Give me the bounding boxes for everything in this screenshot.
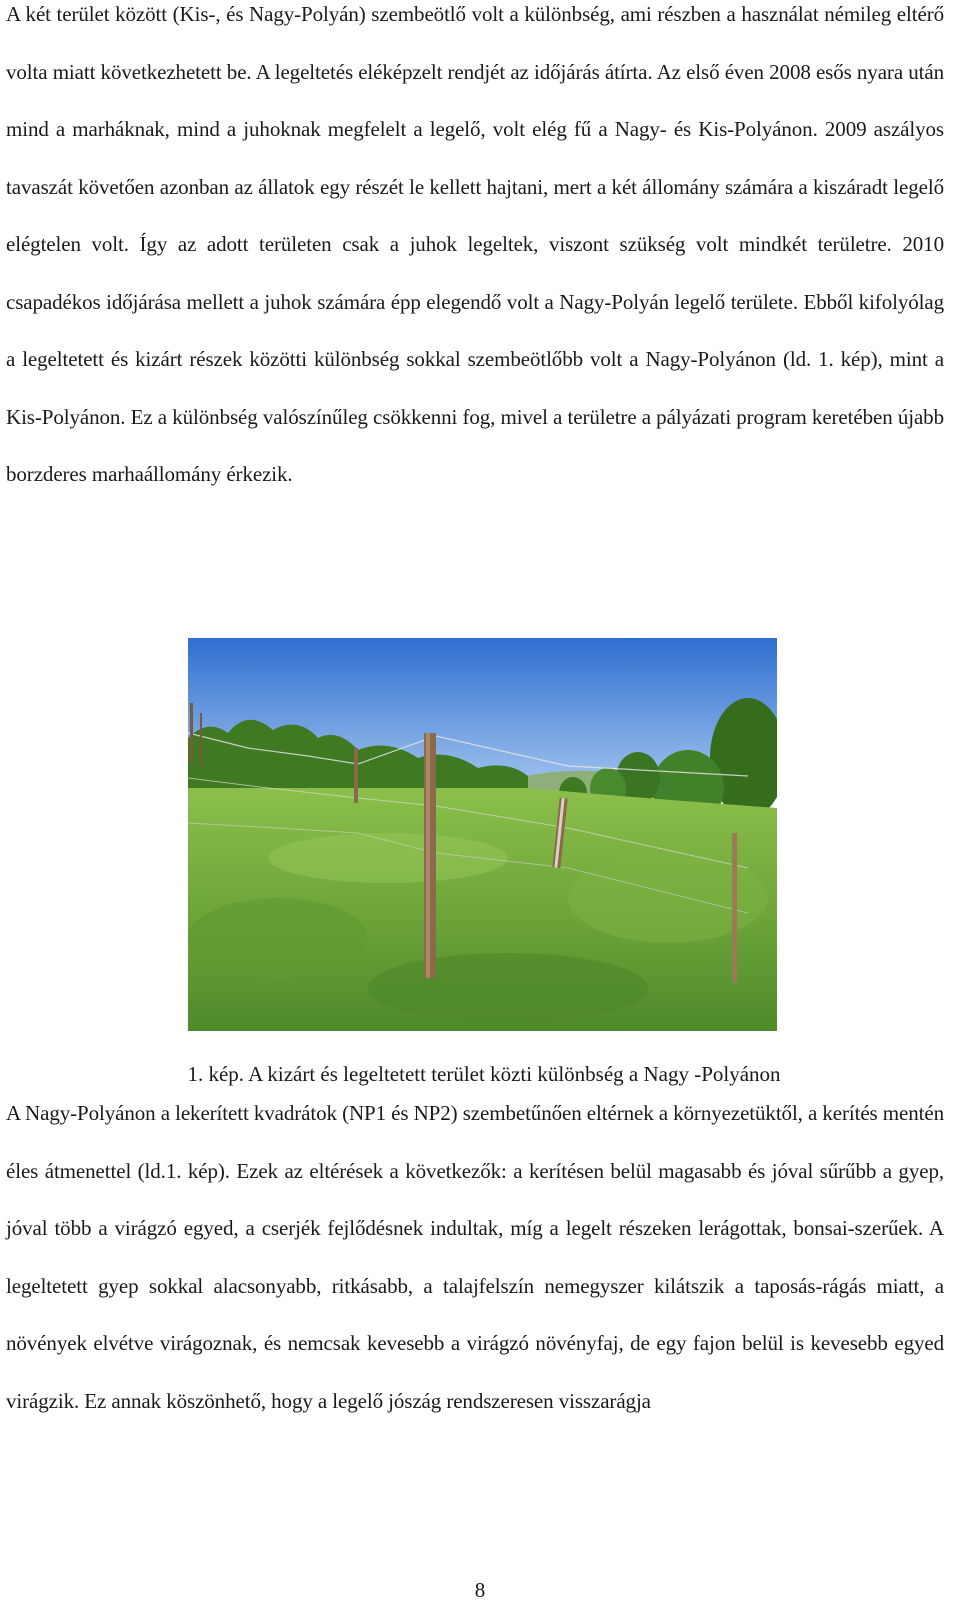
pasture-photo <box>188 638 777 1031</box>
body-paragraph-1: A két terület között (Kis-, és Nagy-Polyán) szembeötlő volt a különbség, ami részben a használat némileg eltérő volta miatt következhetett be. A legeltetés eléképzelt rendjét az időjárás átírta. Az első éven 2008 esős nyara után mind a marháknak, mind a juhoknak megfelelt a legelő, volt elég fű a Nagy- és Kis-Polyánon. 2009 aszályos tavaszát követően azonban az állatok egy részét le kellett hajtani, mert a két állomány számára a kiszáradt legelő elégtelen volt. Így az adott területen csak a juhok legeltek, viszont szükség volt mindkét területre. 2010 csapadékos időjárása mellett a juhok számára épp elegendő volt a Nagy-Polyán legelő területe. Ebből kifolyólag a legeltetett és kizárt részek közötti különbség sokkal szembeötlőbb volt a Nagy-Polyánon (ld. 1. kép), mint a Kis-Polyánon. Ez a különbség valószínűleg csökkenni fog, mivel a területre a pályázati program keretében újabb borzderes marhaállomány érkezik. <box>6 2 944 486</box>
page-number: 8 <box>474 1578 486 1602</box>
figure-caption: 1. kép. A kizárt és legeltetett terület közti különbség a Nagy -Polyánon <box>187 1062 781 1086</box>
body-paragraph-2: A Nagy-Polyánon a lekerített kvadrátok (NP1 és NP2) szembetűnően eltérnek a környezetüktől, a kerítés mentén éles átmenettel (ld.1. kép). Ezek az eltérések a következők: a kerítésen belül magasabb és jóval sűrűbb a gyep, jóval több a virágzó egyed, a cserjék fejlődésnek indultak, míg a legelt részeken lerágottak, bonsai-szerűek. A legeltetett gyep sokkal alacsonyabb, ritkásabb, a talajfelszín nemegyszer kilátszik a taposás-rágás miatt, a növények elvétve virágoznak, és nemcsak kevesebb a virágzó növényfaj, de egy fajon belül is kevesebb egyed virágzik. Ez annak köszönhető, hogy a legelő jószág rendszeresen visszarágja <box>6 1101 944 1413</box>
